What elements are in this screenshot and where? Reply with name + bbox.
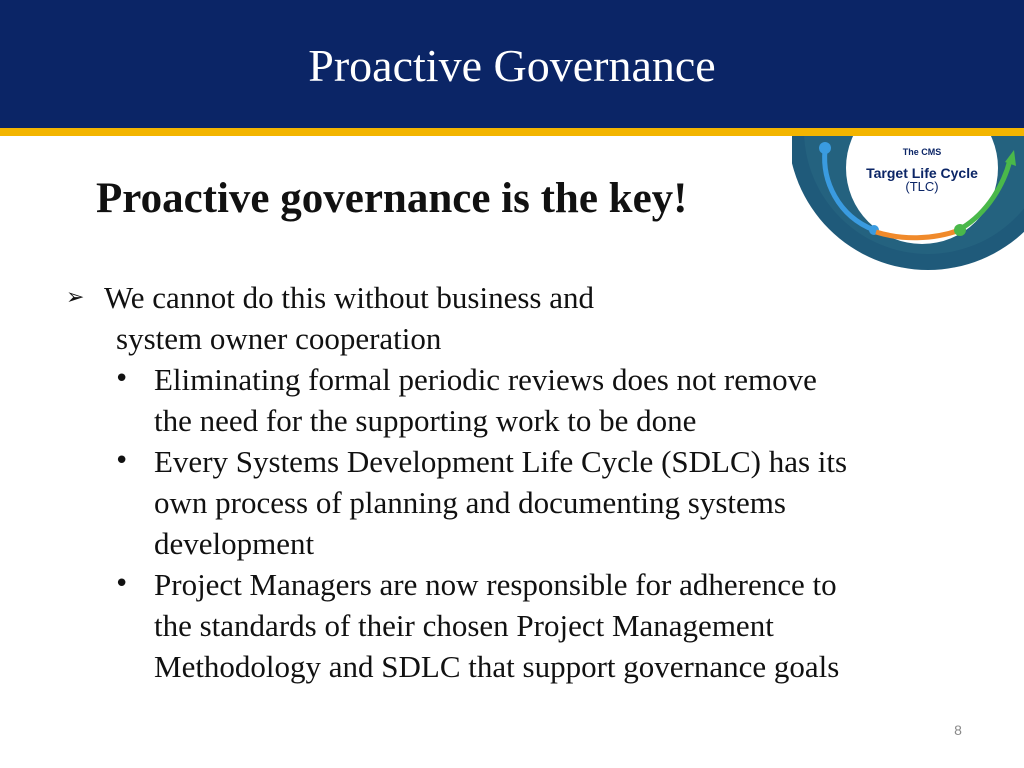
main-bullet-line2: system owner cooperation <box>116 321 442 356</box>
arrow-bullet-icon: ➢ <box>66 285 85 310</box>
logo-line2: Target Life Cycle <box>866 165 978 181</box>
logo-line1: The CMS <box>902 147 942 157</box>
key-heading: Proactive governance is the key! <box>96 175 688 222</box>
sub-bullet-line: Project Managers are now responsible for adherence to <box>154 567 837 602</box>
sub-bullet-line: the standards of their chosen Project Management <box>154 608 774 643</box>
dot-bullet-icon: • <box>114 446 130 476</box>
tlc-logo <box>792 136 1024 282</box>
bullet-content <box>66 277 986 687</box>
sub-bullet-item <box>66 564 986 687</box>
header-accent-stripe <box>0 128 1024 136</box>
sub-bullet-line: the need for the supporting work to be done <box>154 403 697 438</box>
sub-bullet-line: Methodology and SDLC that support governance goals <box>154 649 840 684</box>
dot-bullet-icon: • <box>114 569 130 599</box>
sub-bullet-line: Eliminating formal periodic reviews does not remove <box>154 362 817 397</box>
dot-bullet-icon: • <box>114 364 130 394</box>
logo-node-blue <box>819 142 831 154</box>
slide-title: Proactive Governance <box>308 40 716 91</box>
sub-bullet-item <box>66 359 986 441</box>
main-bullet-text <box>104 277 986 359</box>
sub-bullet-item <box>66 441 986 564</box>
main-bullet <box>66 277 986 359</box>
slide-header <box>0 0 1024 128</box>
sub-bullet-line: Every Systems Development Life Cycle (SDLC) has its <box>154 444 848 479</box>
logo-line3: (TLC) <box>905 179 939 194</box>
sub-bullet-list <box>66 359 986 687</box>
main-bullet-line1: We cannot do this without business and <box>104 280 595 315</box>
sub-bullet-line: own process of planning and documenting systems <box>154 485 786 520</box>
sub-bullet-line: development <box>154 526 315 561</box>
page-number: 8 <box>954 722 962 738</box>
